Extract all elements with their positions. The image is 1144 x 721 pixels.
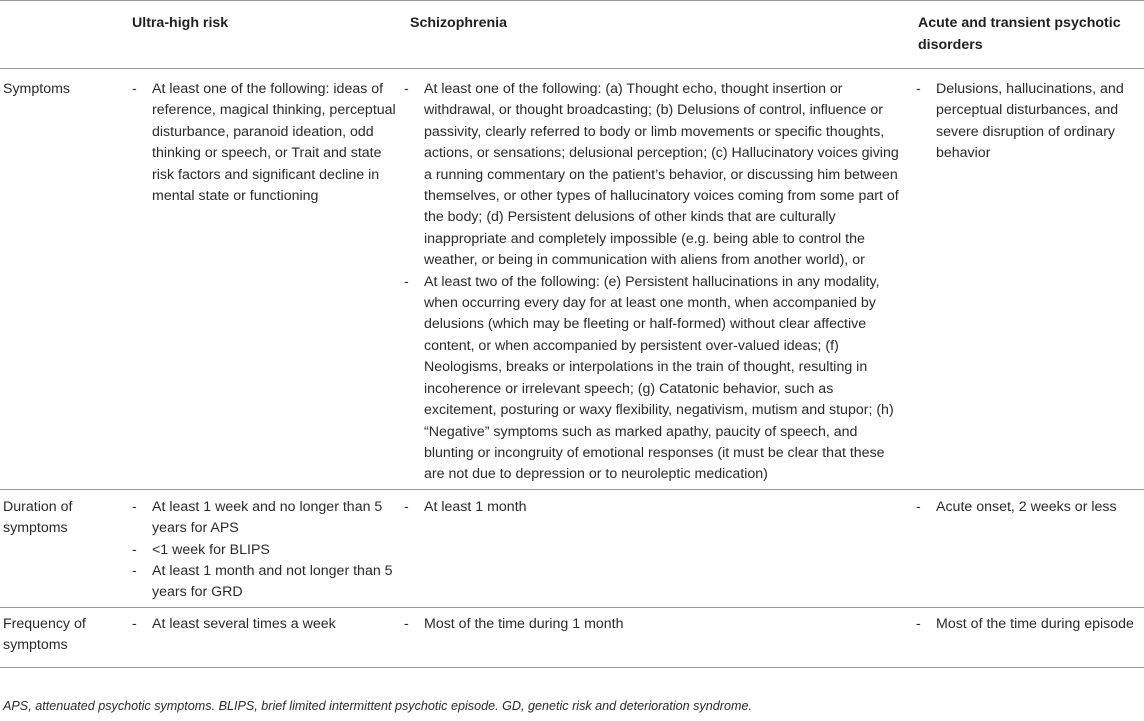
header-acute-transient: Acute and transient psychotic disorders — [918, 15, 1121, 53]
dash-marker: - — [404, 498, 409, 515]
cell-duration-acute-transient — [908, 489, 1144, 607]
list-item — [916, 79, 1136, 165]
table-row-symptoms — [0, 69, 1144, 490]
dash-marker: - — [916, 498, 921, 515]
dash-marker: - — [404, 81, 409, 97]
bullet-list — [916, 497, 1136, 518]
list-item-text: At least one of the following: (a) Thought echo, thought insertion or withdrawal, or thought broadcasting; (b) Delusions of control, influence or passivity, clearly referred to body or limb movements or specific thoughts, actions, or sensations; delusional perception; (c) Hallucinatory voices giving a running commentary on the patient’s behavior, or discussing him between themselves, or other types of hallucinatory voices coming from some part of the body; (d) Persistent delusions of other kinds that are culturally inappropriate and completely impossible (e.g. being able to control the weather, or being in communication with aliens from another world), or — [424, 81, 899, 269]
list-item-text: At least two of the following: (e) Persistent hallucinations in any modality, when occurring every day for at least one month, when accompanied by delusions (which may be fleeting or half-formed) without clear affective content, or when accompanied by persistent over-valued ideas; (f) Neologisms, breaks or interpolations in the train of thought, resulting in incoherence or irrelevant speech; (g) Catatonic behavior, such as excitement, posturing or waxy flexibility, negativism, mutism and stupor; (h) “Negative” symptoms such as marked apathy, paucity of speech, and blunting or incongruity of emotional responses (it must be clear that these are not due to depression or to neuroleptic medication) — [424, 273, 894, 483]
list-item-text: At least one of the following: ideas of reference, magical thinking, perceptual disturbance, paranoid ideation, odd thinking or speech, or Trait and state risk factors and significant decline in mental state or functioning — [152, 81, 396, 205]
row-label-duration: Duration of symptoms — [3, 498, 73, 537]
row-label-symptoms: Symptoms — [3, 81, 71, 97]
list-item — [916, 497, 1136, 518]
list-item-text: Delusions, hallucinations, and perceptual disturbances, and severe disruption of ordinary behavior — [936, 81, 1124, 162]
list-item-text: At least 1 week and no longer than 5 years for APS — [152, 498, 383, 537]
bullet-list — [404, 79, 900, 486]
list-item — [132, 614, 396, 635]
list-item-text: At least 1 month and not longer than 5 years for GRD — [152, 562, 393, 601]
table-row-duration — [0, 489, 1144, 607]
list-item — [132, 497, 396, 540]
list-item-text: At least 1 month — [424, 498, 527, 515]
bullet-list — [404, 497, 900, 518]
cell-duration-ultra-high-risk — [120, 489, 404, 607]
dash-marker: - — [132, 562, 137, 579]
header-ultra-high-risk: Ultra-high risk — [132, 15, 229, 31]
dash-marker: - — [132, 615, 137, 632]
list-item-text: Most of the time during 1 month — [424, 615, 624, 632]
list-item — [132, 561, 396, 604]
dash-marker: - — [404, 273, 409, 290]
cell-frequency-acute-transient — [908, 607, 1144, 667]
header-blank — [0, 1, 120, 69]
dash-marker: - — [132, 81, 137, 97]
header-schizophrenia: Schizophrenia — [410, 15, 507, 31]
table-header — [0, 1, 1144, 69]
list-item — [132, 79, 396, 207]
cell-symptoms-acute-transient — [908, 69, 1144, 490]
dash-marker: - — [132, 498, 137, 515]
bullet-list — [404, 614, 900, 635]
dash-marker: - — [404, 615, 409, 632]
list-item — [404, 614, 900, 635]
cell-symptoms-schizophrenia — [404, 69, 908, 490]
list-item — [404, 79, 900, 272]
list-item-text: At least several times a week — [152, 615, 336, 632]
cell-duration-schizophrenia — [404, 489, 908, 607]
dash-marker: - — [916, 615, 921, 632]
table-footnote: APS, attenuated psychotic symptoms. BLIPS, brief limited intermittent psychotic episode. GD, genetic risk and deterioration syndrome. — [3, 699, 752, 713]
list-item-text: <1 week for BLIPS — [152, 541, 270, 558]
dash-marker: - — [916, 81, 921, 97]
list-item — [132, 540, 396, 561]
dash-marker: - — [132, 541, 137, 558]
list-item — [404, 272, 900, 486]
row-label-frequency: Frequency of symptoms — [3, 615, 86, 654]
list-item — [916, 614, 1136, 635]
table-row-frequency — [0, 607, 1144, 667]
list-item-text: Most of the time during episode — [936, 615, 1134, 632]
bullet-list — [916, 79, 1136, 165]
cell-frequency-schizophrenia — [404, 607, 908, 667]
bullet-list — [132, 497, 396, 604]
cell-frequency-ultra-high-risk — [120, 607, 404, 667]
bullet-list — [916, 614, 1136, 635]
table-body — [0, 69, 1144, 668]
header-row — [0, 1, 1144, 69]
cell-symptoms-ultra-high-risk — [120, 69, 404, 490]
list-item-text: Acute onset, 2 weeks or less — [936, 498, 1117, 515]
list-item — [404, 497, 900, 518]
bullet-list — [132, 79, 396, 207]
bullet-list — [132, 614, 396, 635]
